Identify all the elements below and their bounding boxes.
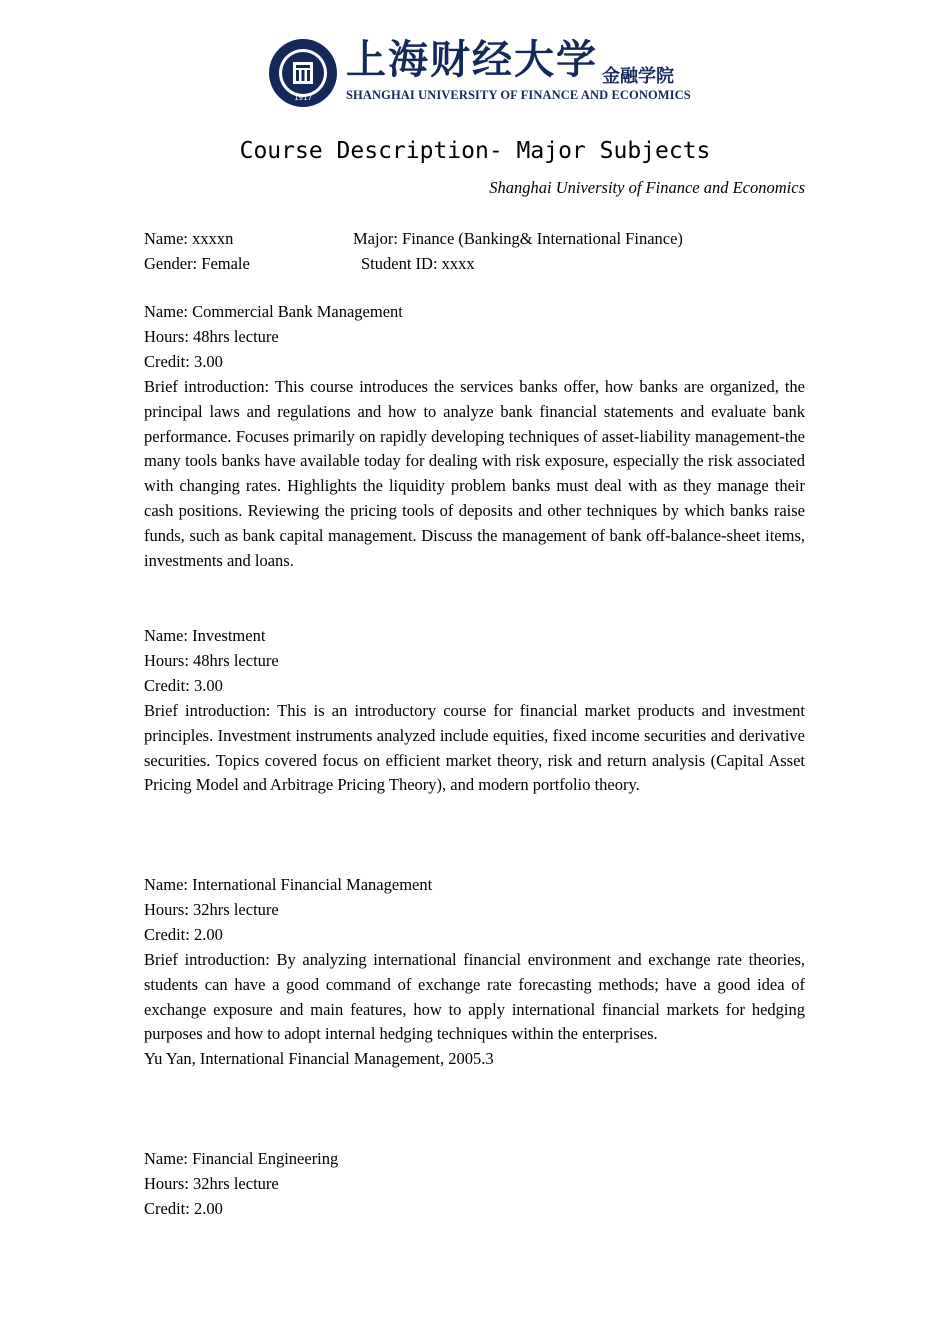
document-subtitle: Shanghai University of Finance and Economics bbox=[489, 178, 805, 197]
course-block bbox=[144, 873, 805, 1072]
course-hours: Hours: 48hrs lecture bbox=[144, 326, 279, 346]
student-major: Major: Finance (Banking& International Finance) bbox=[353, 229, 683, 248]
course-credit: Credit: 2.00 bbox=[144, 1198, 223, 1218]
course-credit: Credit: 2.00 bbox=[144, 924, 223, 944]
course-name: Name: Commercial Bank Management bbox=[144, 302, 403, 321]
logo-school-name: 金融学院 bbox=[602, 66, 674, 87]
student-id: Student ID: xxxx bbox=[361, 254, 475, 273]
course-name: Name: Financial Engineering bbox=[144, 1149, 339, 1168]
course-credit: Credit: 3.00 bbox=[144, 675, 223, 695]
student-name: Name: xxxxn bbox=[144, 229, 234, 248]
university-seal-icon bbox=[268, 38, 338, 108]
course-brief: Brief introduction: By analyzing international financial environment and exchange rate theories, students can have a good command of exchange rate forecasting methods; have a good idea of exchange exposure and main features, how to apply international financial markets for hedging purposes and how to adopt internal hedging techniques within the enterprises. bbox=[144, 949, 805, 1044]
course-block bbox=[144, 300, 805, 574]
course-brief: Brief introduction: This course introduces the services banks offer, how banks are organized, the principal laws and regulations and how to analyze bank financial statements and evaluate bank performance. Focuses primarily on rapidly developing techniques of asset-liability management-the many tools banks have available today for dealing with risk exposure, especially the risk associated with changing rates. Highlights the liquidity problem banks must deal with as they manage their cash positions. Reviewing the pricing tools of deposits and other techniques by which banks raise funds, such as bank capital management. Discuss the management of bank off-balance-sheet items, investments and loans. bbox=[144, 376, 805, 571]
course-brief: Brief introduction: This is an introductory course for financial market products and investment principles. Investment instruments analyzed include equities, fixed income securities and derivative securities. Topics covered focus on efficient market theory, risk and return analysis (Capital Asset Pricing Model and Arbitrage Pricing Theory), and modern portfolio theory. bbox=[144, 700, 805, 795]
course-reference: Yu Yan, International Financial Management, 2005.3 bbox=[144, 1049, 494, 1069]
course-hours: Hours: 32hrs lecture bbox=[144, 1173, 279, 1193]
student-gender: Gender: Female bbox=[144, 254, 250, 273]
document-title: Course Description- Major Subjects bbox=[239, 138, 711, 164]
course-name: Name: Investment bbox=[144, 626, 266, 645]
svg-text:1917: 1917 bbox=[294, 94, 312, 102]
course-hours: Hours: 32hrs lecture bbox=[144, 899, 279, 919]
course-name: Name: International Financial Management bbox=[144, 875, 433, 894]
course-hours: Hours: 48hrs lecture bbox=[144, 650, 279, 670]
course-block bbox=[144, 624, 805, 798]
course-credit: Credit: 3.00 bbox=[144, 351, 223, 371]
logo-chinese-name: 上海财经大学 bbox=[346, 36, 598, 83]
university-logo bbox=[268, 36, 691, 110]
course-block bbox=[144, 1147, 805, 1222]
logo-english-name: SHANGHAI UNIVERSITY OF FINANCE AND ECONOMICS bbox=[346, 88, 691, 102]
